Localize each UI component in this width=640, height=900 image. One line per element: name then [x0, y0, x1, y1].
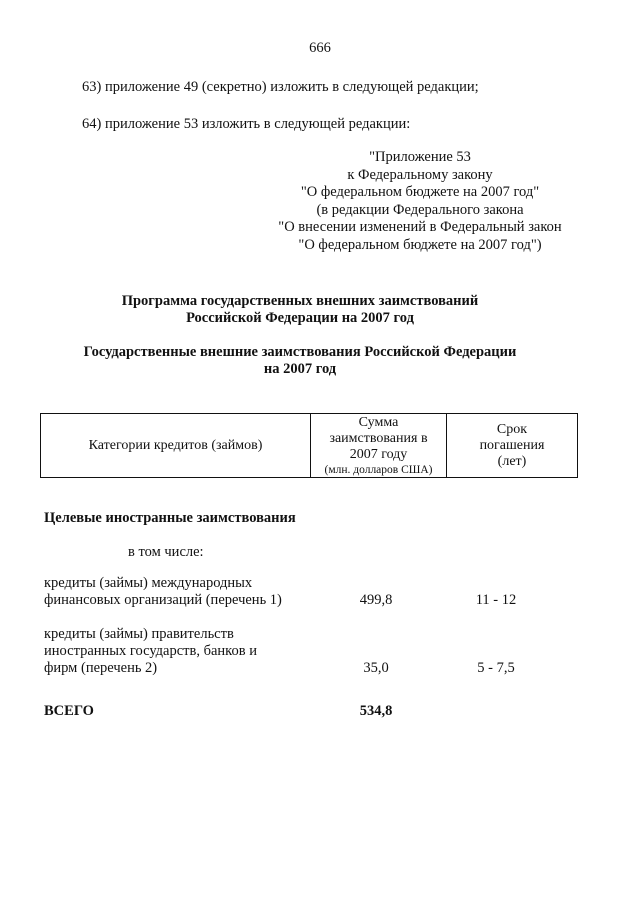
- appendix-header-line: "О внесении изменений в Федеральный закон: [278, 219, 562, 235]
- header-cell-amount: [311, 414, 447, 477]
- item-63-text: 63) приложение 49 (секретно) изложить в следующей редакции;: [82, 79, 479, 95]
- page-number: 666: [309, 40, 331, 56]
- target-loans-heading: Целевые иностранные заимствования: [44, 510, 296, 526]
- table-row-label: [44, 575, 304, 609]
- header-term-line: (лет): [497, 453, 527, 469]
- including-label: в том числе:: [128, 544, 204, 560]
- header-term-line: погашения: [479, 437, 545, 453]
- header-amount-unit: (млн. долларов США): [324, 463, 433, 476]
- header-amount-line: заимствования в: [329, 430, 428, 446]
- section-title-line: на 2007 год: [263, 361, 337, 377]
- item-64-text: 64) приложение 53 изложить в следующей редакции:: [82, 116, 411, 132]
- appendix-header-line: (в редакции Федерального закона: [316, 201, 524, 218]
- row-label-line: иностранных государств, банков и: [44, 643, 257, 659]
- appendix-header-line: "Приложение 53: [369, 149, 471, 165]
- header-table: [40, 413, 578, 478]
- program-title: [0, 293, 600, 327]
- header-category-label: Категории кредитов (займов): [88, 437, 263, 453]
- appendix-header-line: "О федеральном бюджете на 2007 год"): [298, 236, 542, 253]
- header-term-line: Срок: [496, 421, 528, 437]
- header-amount-line: Сумма: [358, 414, 399, 430]
- section-title-line: Государственные внешние заимствования Российской Федерации: [83, 344, 517, 360]
- header-cell-term: [447, 414, 577, 477]
- appendix-header: [230, 149, 610, 254]
- appendix-header-line: "О федеральном бюджете на 2007 год": [300, 184, 540, 200]
- row-label-line: фирм (перечень 2): [44, 660, 158, 676]
- program-title-line: Российской Федерации на 2007 год: [186, 310, 414, 326]
- row-amount: 499,8: [359, 592, 393, 608]
- row-label-line: кредиты (займы) правительств: [44, 626, 234, 642]
- total-label: ВСЕГО: [44, 703, 94, 719]
- row-amount: 35,0: [363, 660, 389, 676]
- program-title-line: Программа государственных внешних заимствований: [121, 293, 479, 309]
- header-cell-category: [41, 414, 311, 477]
- table-row-label: [44, 626, 304, 677]
- header-amount-line: 2007 году: [349, 446, 408, 462]
- section-title: [0, 344, 600, 378]
- appendix-header-line: к Федеральному закону: [347, 166, 493, 183]
- row-label-line: кредиты (займы) международных: [44, 575, 253, 591]
- row-label-line: финансовых организаций (перечень 1): [44, 592, 282, 608]
- row-term: 11 - 12: [475, 592, 517, 608]
- total-amount: 534,8: [359, 703, 393, 719]
- row-term: 5 - 7,5: [477, 660, 515, 676]
